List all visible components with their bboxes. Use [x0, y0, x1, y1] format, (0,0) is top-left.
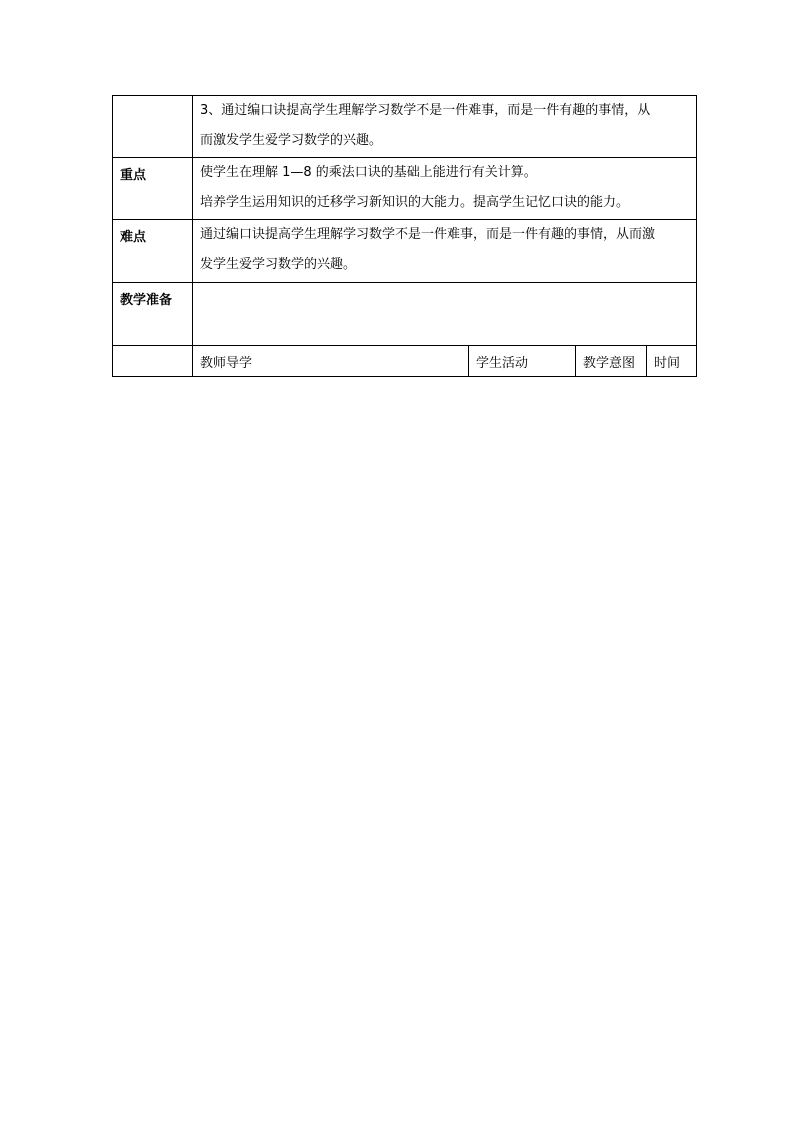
header-blank-cell [113, 346, 193, 377]
key-points-label: 重点 [113, 158, 193, 220]
objectives-line-2: 而激发学生爱学习数学的兴趣。 [200, 133, 383, 148]
header-student-activity: 学生活动 [469, 346, 576, 377]
key-points-row [113, 158, 697, 220]
lesson-plan-table [112, 95, 697, 377]
objectives-content [193, 96, 697, 158]
preparation-label: 教学准备 [113, 283, 193, 346]
difficult-points-line-2: 发学生爱学习数学的兴趣。 [200, 257, 357, 272]
preparation-content [193, 283, 697, 346]
key-points-content [193, 158, 697, 220]
key-points-line-2: 培养学生运用知识的迁移学习新知识的大能力。提高学生记忆口诀的能力。 [200, 195, 630, 210]
preparation-row [113, 283, 697, 346]
objectives-line-1: 3、通过编口诀提高学生理解学习数学不是一件难事，而是一件有趣的事情，从 [200, 103, 651, 118]
objectives-row [113, 96, 697, 158]
header-teaching-intent: 教学意图 [576, 346, 647, 377]
header-time: 时间 [647, 346, 697, 377]
difficult-points-label: 难点 [113, 220, 193, 283]
difficult-points-content [193, 220, 697, 283]
key-points-line-1: 使学生在理解 1—8 的乘法口诀的基础上能进行有关计算。 [200, 165, 537, 180]
difficult-points-row [113, 220, 697, 283]
difficult-points-line-1: 通过编口诀提高学生理解学习数学不是一件难事，而是一件有趣的事情，从而激 [200, 227, 656, 242]
objectives-label [113, 96, 193, 158]
header-teacher-guide: 教师导学 [193, 346, 469, 377]
column-header-row [113, 346, 697, 377]
